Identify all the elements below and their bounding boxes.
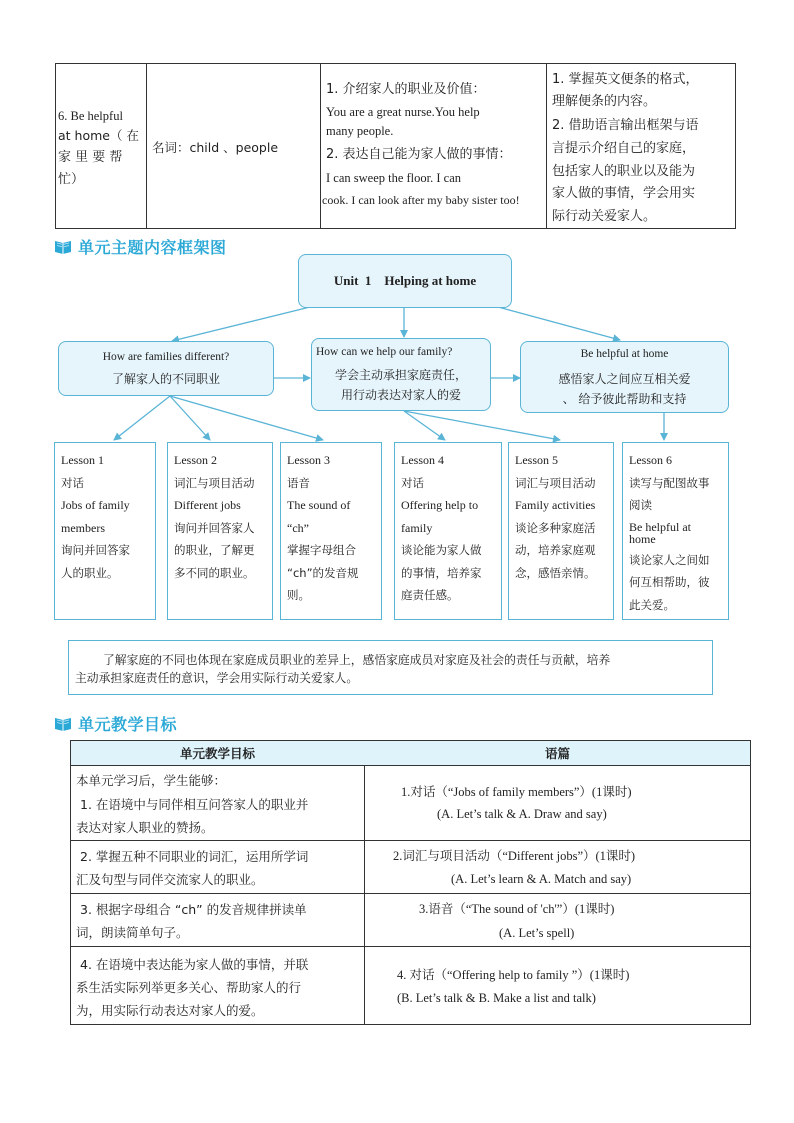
lesson-box-6	[622, 442, 729, 620]
lesson-line: 多不同的职业。	[174, 565, 255, 580]
lesson-box-1	[54, 442, 156, 620]
row-text: 3. 根据字母组合 “ch” 的发音规律拼读单	[80, 902, 307, 917]
branch-families-box	[58, 341, 274, 396]
lesson-line: Lesson 4	[401, 453, 444, 467]
row-text: (B. Let’s talk & B. Make a list and talk)	[397, 991, 596, 1005]
section-title: 单元主题内容框架图	[78, 237, 227, 257]
lesson-box-5	[508, 442, 614, 620]
lesson-line: “ch”的发音规	[287, 565, 359, 580]
unit-title: Unit 1 Helping at home	[333, 273, 477, 288]
branch-cn: 用行动表达对家人的爱	[340, 388, 461, 402]
lesson-line: 的事情，培养家	[401, 565, 482, 580]
lesson-line: 谈论多种家庭活	[515, 520, 596, 535]
lesson-line: 询问并回答家	[61, 543, 130, 557]
table-row	[71, 841, 750, 894]
lesson-line: Lesson 1	[61, 453, 104, 467]
row-text: 4. 对话（“Offering help to family ”）(1课时)	[397, 968, 630, 982]
cell-line: many people.	[326, 124, 394, 138]
branch-cn: 感悟家人之间应互相关爱	[558, 372, 691, 386]
lesson-line: Be helpful at	[629, 519, 691, 534]
lesson-line: Offering help to	[401, 498, 479, 512]
cell-line: 包括家人的职业以及能为	[552, 164, 696, 179]
lesson-line: 人的职业。	[61, 565, 119, 580]
book-icon	[54, 715, 72, 731]
lesson-line: 词汇与项目活动	[174, 475, 255, 490]
summary-box	[68, 640, 713, 695]
lesson-line: 则。	[287, 588, 310, 602]
row-text: 系生活实际列举更多关心、帮助家人的行	[76, 980, 302, 995]
lesson-line: 此关爱。	[629, 597, 675, 612]
lesson-box-2	[167, 442, 273, 620]
cell-line: 理解便条的内容。	[552, 94, 657, 109]
table-row	[71, 766, 750, 841]
cell-line: You are a great nurse.You help	[326, 105, 480, 119]
lesson-line: Jobs of family	[61, 498, 130, 512]
lesson-line: members	[61, 520, 105, 535]
cell-line: I can sweep the floor. I can	[326, 171, 462, 185]
lesson-line: 何互相帮助，彼	[629, 575, 710, 589]
lesson-line: 对话	[61, 475, 84, 490]
table-row	[71, 947, 750, 1026]
branch-en: How can we help our family?	[316, 346, 453, 358]
cell-line: 际行动关爱家人。	[552, 209, 657, 224]
cell-line: 2. 借助语言输出框架与语	[552, 118, 699, 133]
cell-line: cook. I can look after my baby sister too!	[322, 193, 520, 207]
summary-line: 主动承担家庭责任的意识，学会用实际行动关爱家人。	[75, 671, 359, 685]
lesson-line: home	[629, 531, 656, 546]
unit-title-box	[298, 254, 512, 308]
lesson-line: Different jobs	[174, 498, 241, 512]
lesson-line: 谈论能为家人做	[401, 543, 482, 557]
lesson-line: 庭责任感。	[401, 588, 459, 602]
table-row	[71, 894, 750, 947]
row-text: 2. 掌握五种不同职业的词汇，运用所学词	[80, 849, 309, 864]
lesson-line: 的职业，了解更	[174, 543, 255, 557]
cell-line: 1. 掌握英文便条的格式，	[552, 72, 699, 87]
objectives-table	[70, 740, 751, 1025]
lesson-box-4	[394, 442, 502, 620]
header-cell: 单元教学目标	[179, 746, 255, 761]
branch-cn: 、 给予彼此帮助和支持	[562, 392, 687, 406]
section-header	[54, 712, 177, 734]
lesson-line: family	[401, 520, 433, 535]
row-text: (A. Let’s talk & A. Draw and say)	[437, 807, 607, 821]
lesson-line: 询问并回答家人	[174, 520, 255, 535]
branch-help-box	[311, 338, 491, 411]
cell-line: 1. 介绍家人的职业及价值：	[326, 82, 486, 97]
lesson-line: The sound of	[287, 498, 351, 512]
cell-line: at home（ 在	[58, 128, 139, 143]
row-text: 为，用实际行动表达对家人的爱。	[76, 1003, 264, 1018]
branch-en: How are families different?	[102, 351, 230, 363]
lesson-line: “ch”	[287, 520, 309, 535]
table-header-row	[71, 741, 750, 766]
lesson-line: 词汇与项目活动	[515, 475, 596, 490]
lesson-line: 掌握字母组合	[287, 543, 356, 557]
branch-cn: 学会主动承担家庭责任，	[334, 368, 467, 382]
row-text: (A. Let’s learn & A. Match and say)	[451, 872, 632, 886]
row-text: 表达对家人职业的赞扬。	[76, 820, 214, 835]
lesson-line: 语音	[287, 475, 310, 490]
header-cell: 语篇	[544, 746, 570, 761]
row-text: 1. 在语境中与同伴相互问答家人的职业并	[80, 797, 309, 812]
lesson-line: 动，培养家庭观	[515, 543, 596, 557]
lesson-line: 阅读	[629, 498, 652, 512]
lesson-line: 念，感悟亲情。	[515, 565, 596, 580]
cell-line: 6. Be helpful	[58, 109, 123, 123]
row-text: 汇及句型与同伴交流家人的职业。	[76, 872, 264, 887]
cell-line: 家人做的事情，学会用实	[552, 186, 696, 201]
row-text: 词，朗读简单句子。	[76, 925, 189, 940]
section-title: 单元教学目标	[78, 714, 178, 734]
row-text: 1.对话（“Jobs of family members”）(1课时)	[401, 785, 632, 799]
cell-line: 名词：child 、people	[152, 140, 279, 155]
summary-line: 了解家庭的不同也体现在家庭成员职业的差异上，感悟家庭成员对家庭及社会的责任与贡献，培养	[103, 653, 611, 667]
cell-line: 2. 表达自己能为家人做的事情：	[326, 147, 512, 162]
branch-cn: 了解家人的不同职业	[111, 372, 220, 386]
row-text: 4. 在语境中表达能为家人做的事情，并联	[80, 957, 309, 972]
lesson-line: Lesson 2	[174, 453, 217, 467]
row-text: 3.语音（“The sound of 'ch'”）(1课时)	[419, 902, 615, 916]
row-text: 2.词汇与项目活动（“Different jobs”）(1课时)	[393, 849, 636, 863]
lesson-line: 读写与配图故事	[629, 475, 710, 490]
branch-en: Be helpful at home	[580, 348, 669, 360]
row-text: (A. Let’s spell)	[499, 926, 575, 940]
lesson-line: Lesson 5	[515, 453, 558, 467]
row-text: 本单元学习后，学生能够：	[76, 773, 227, 788]
cell-line: 忙）	[58, 172, 85, 187]
cell-line: 言提示介绍自己的家庭，	[552, 141, 696, 156]
branch-helpful-box	[520, 341, 729, 413]
lesson-line: Family activities	[515, 498, 596, 512]
lesson-line: Lesson 3	[287, 453, 330, 467]
lesson-line: 谈论家人之间如	[629, 552, 710, 567]
lesson-line: 对话	[401, 475, 424, 490]
lesson-box-3	[280, 442, 382, 620]
cell-line: 家 里 要 帮	[58, 150, 123, 165]
lesson-line: Lesson 6	[629, 453, 672, 467]
